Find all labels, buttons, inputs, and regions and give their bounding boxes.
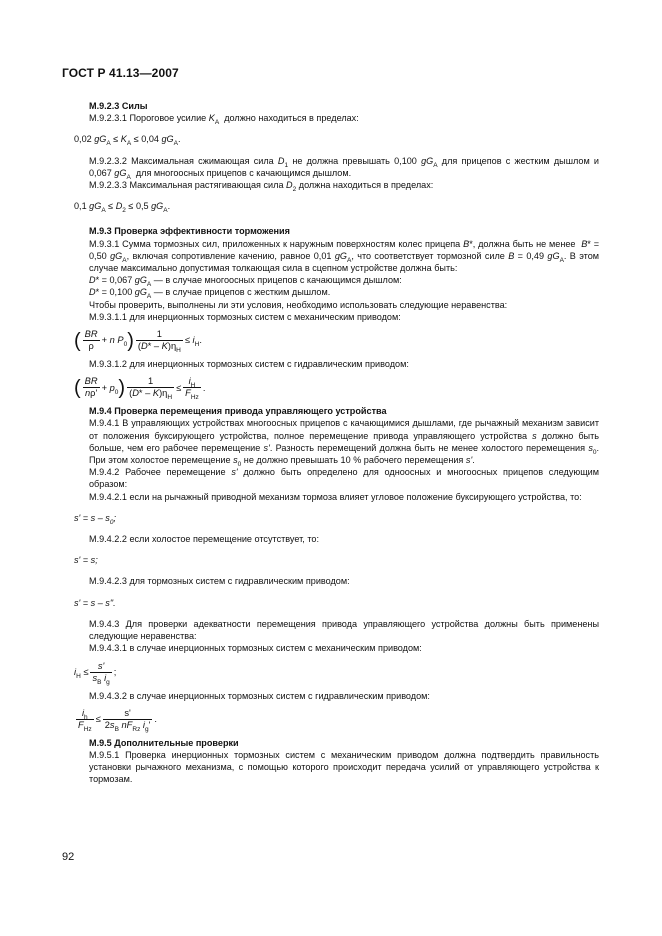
paragraph: М.9.4.2.1 если на рычажный приводной механизм тормоза влияет угловое положение буксирующего устройства, то: — [89, 491, 582, 502]
formula-hydraulic-braking: ( $\frac{BR}{n\rho'}$ + $p_0$ ) $\frac{1}{(D* - K)\eta_H}$ ≤ $\frac{i_H}{F_{Hz}}$ . — [74, 376, 206, 402]
paragraph: D* = 0,067 $gG_A$ — в случае многоосных прицепов с качающимся дышлом: — [89, 275, 402, 289]
paragraph: Чтобы проверить, выполнены ли эти условия, необходимо использовать следующие неравенства: — [89, 299, 508, 310]
section-heading-actuator-travel: М.9.4 Проверка перемещения привода управляющего устройства — [89, 406, 387, 417]
paragraph: М.9.3.1.2 для инерционных тормозных систем с гидравлическим приводом: — [89, 359, 409, 370]
formula-tensile-force: 0,1 $gG_A \le D_2 \le 0,5$ $gG_A$. — [74, 201, 171, 215]
paragraph: М.9.4.1 В управляющих устройствах многоосных прицепов с качающимися дышлами, где рычажный механизм зависит от положения буксирующего устройства, полное перемещение привода управляющего устройства s должно быть больше, чем его рабочее перемещение s'. Разность перемещений должна быть не менее холостого перемещения $s_0$. При этом холостое перемещение $s_0$ не должно превышать 10 % рабочего перемещения s'. — [89, 418, 600, 468]
section-heading-braking-check: М.9.3 Проверка эффективности торможения — [89, 226, 290, 237]
document-body — [74, 96, 600, 786]
section-heading-forces: М.9.2.3 Силы — [89, 101, 148, 111]
paragraph: М.9.4.3.1 в случае инерционных тормозных систем с механическим приводом: — [89, 643, 422, 654]
paragraph: М.9.4.3 Для проверки адекватности перемещения привода управляющего устройства должны быть применены следующие неравенства: — [89, 618, 599, 642]
paragraph: D* = 0,100 $gG_A$ — в случае прицепов с жестким дышлом. — [89, 287, 331, 301]
formula-hydraulic-travel: s' = s – s". — [74, 597, 116, 608]
paragraph: М.9.2.3.1 Пороговое усилие $K_A$ должно находиться в пределах: — [89, 113, 359, 127]
section-heading-additional-checks: М.9.5 Дополнительные проверки — [89, 737, 239, 748]
paragraph: М.9.4.2 Рабочее перемещение s' должно быть определено для одноосных и многоосных прицепов следующим образом: — [89, 467, 600, 490]
paragraph: М.9.2.3.2 Максимальная сжимающая сила $D_1$ не должна превышать 0,100 $gG_A$ для прицепов с жестким дышлом и 0,067 $gG_A$ для многоосных прицепов с качающимся дышлом. — [89, 155, 599, 181]
page-number: 92 — [62, 851, 75, 863]
formula-working-travel: $s' = s - s_0$; — [74, 512, 117, 526]
paragraph: М.9.4.3.2 в случае инерционных тормозных систем с гидравлическим приводом: — [89, 690, 430, 701]
paragraph: М.9.3.1.1 для инерционных тормозных систем с механическим приводом: — [89, 311, 401, 322]
formula-mechanical-braking: ( $\frac{BR}{\rho}$ + n $P_0$ ) $\frac{1}{(D* - K)\eta_H}$ ≤ $i_H$. — [74, 329, 202, 354]
document-code-header: ГОСТ Р 41.13—2007 — [62, 66, 179, 80]
formula-hydraulic-travel-check: $\frac{i_h}{F_{Hz}}$ ≤ $\frac{s'}{2s_B nF_{Rz} i_g'}$ . — [78, 707, 157, 733]
paragraph: М.9.3.1 Сумма тормозных сил, приложенных к наружным поверхностям колес прицепа B*, должна быть не менее B* = 0,50 $gG_A$, включая сопротивление качению, равное 0,01 $gG_A$, что соответствует тормозной силе B = 0,49 $gG_A$. В этом случае максимально допустимая толкающая сила в сцепном устройстве должна быть: — [89, 238, 600, 274]
formula-threshold-force: 0,02 $gG_A \le K_A \le 0,04$ $gG_A$. — [74, 134, 181, 148]
paragraph: М.9.4.2.3 для тормозных систем с гидравлическим приводом: — [89, 576, 350, 587]
paragraph: М.9.4.2.2 если холостое перемещение отсутствует, то: — [89, 534, 319, 545]
formula-mechanical-travel: $i_H$ ≤ $\frac{s'}{s_B i_g}$ ; — [74, 660, 117, 686]
paragraph: М.9.5.1 Проверка инерционных тормозных систем с механическим приводом должна подтвердить правильность установки рычажного механизма, с помощью которого происходит передача усилий от управляющего устройства к тормозам. — [89, 749, 599, 785]
formula-no-idle-travel: s' = s; — [74, 555, 98, 566]
paragraph: М.9.2.3.3 Максимальная растягивающая сила $D_2$ должна находиться в пределах: — [89, 180, 434, 193]
